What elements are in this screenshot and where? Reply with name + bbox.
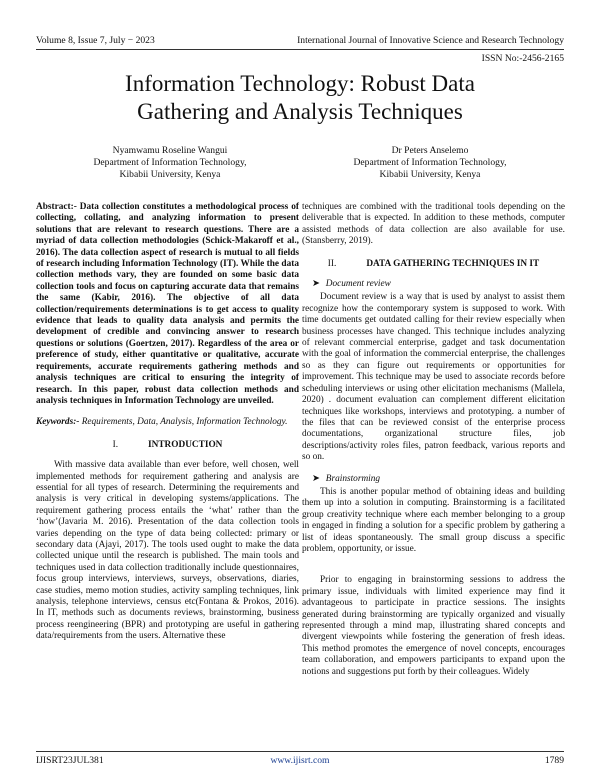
section-heading-intro <box>36 440 299 451</box>
section-number: I. <box>112 439 119 450</box>
subheading-brainstorming <box>312 474 565 485</box>
footer-url-link[interactable]: www.ijisrt.com <box>270 755 330 766</box>
document-review-paragraph: Document review is a way that is used by analyst to assist them recognize how the contemporary system is supposed to work. With time documents get outdated calling for their review especially when business processes have changed. This technique includes analyzing of relevant commercial enterprise, gadget and task documentation with the goal of information the commercial enterprise, the challenges so as they can figure out requirements or opportunities for improvement. This technique may be used to associate records before scheduling interviews or using other elicitation mechanisms (Mallela, 2020) . document evaluation can complement different elicitation techniques like workshops, interviews and prototyping. a number of the files that can be reviewed consist of the enterprise process documentations, organizational structure files, job descriptions/activity roles files, patron feedback, various reports and so on. <box>302 292 565 463</box>
keywords <box>36 417 299 428</box>
title-line-2: Gathering and Analysis Techniques <box>137 99 463 124</box>
author-dept: Department of Information Technology, <box>353 157 507 168</box>
author-block-2 <box>300 145 560 181</box>
header-volume: Volume 8, Issue 7, July − 2023 <box>36 35 155 46</box>
author-univ: Kibabii University, Kenya <box>119 169 221 180</box>
header-journal: International Journal of Innovative Science and Research Technology <box>297 35 564 46</box>
section-title: DATA GATHERING TECHNIQUES IN IT <box>366 258 540 269</box>
section-title: INTRODUCTION <box>148 439 223 450</box>
section-number: II. <box>327 258 337 269</box>
arrow-bullet-icon: ➤ <box>312 473 320 484</box>
footer-rule <box>36 751 564 752</box>
author-name: Nyamwamu Roseline Wangui <box>112 145 228 156</box>
author-dept: Department of Information Technology, <box>93 157 247 168</box>
intro-paragraph: With massive data available than ever before, well chosen, well implemented methods for requirement gathering and analysis are essential for all types of research. Determining the requirements and analysis is very critical in developing systems/applications. The requirement gathering process entails the ‘what’ rather than the ‘how’(Javaria M. 2016). Presentation of the data collection tools varies depending on the type of data being collected: primary or secondary data (Ajayi, 2017). The tools used ought to make the data collected unique until the research is published. The main tools and techniques used in data collection traditionally include questionnaires, focus group interviews, interviews, surveys, observations, diaries, case studies, memo motion studies, activity sampling techniques, link analysis, telephone interviews, census etc(Fontana & Prokos, 2016). In IT, methods such as documents reviews, brainstorming, business process reengineering (BPR) and prototyping are useful in gathering data/requirements from the users. Alternative these <box>36 460 299 642</box>
author-univ: Kibabii University, Kenya <box>379 169 481 180</box>
arrow-bullet-icon: ➤ <box>312 279 320 290</box>
section-heading-techniques <box>302 259 565 270</box>
title-line-1: Information Technology: Robust Data <box>125 71 475 96</box>
subheading-label: Brainstorming <box>325 473 381 484</box>
left-column <box>36 202 299 643</box>
brainstorming-paragraph-2: Prior to engaging in brainstorming sessions to address the primary issue, individuals with limited experience may find it advantageous to participate in practice sessions. The insights generated during brainstorming are typically organized and visually represented through a mind map, illustrating shared concepts and divergent viewpoints while fostering the generation of fresh ideas. This method promotes the emergence of novel concepts, encourages team collaboration, and empowers participants to expand upon the notions and suggestions put forth by their colleagues. Widely <box>302 575 565 677</box>
abstract: Abstract:- Data collection constitutes a methodological process of collecting, collating, and analyzing information to present solutions that are relevant to research questions. There are a myriad of data collection methodologies (Schick-Makaroff et al., 2016). The data collection aspect of research is mutual to all fields of research including Information Technology (IT). While the data collection methods vary, they are founded on some basic data collection tools and focus on capturing accurate data that remains the same (Kabir, 2016). The objective of all data collection/requirements determinations is to get access to quality evidence that leads to quality data analysis and permits the development of credible and convincing answer to research questions or solutions (Goertzen, 2017). Regardless of the area or preference of study, either quantitative or qualitative, accurate requirements, accurate requirements gathering methods and analysis techniques are critical to ensuring the integrity of research. In this paper, robust data collection methods and analysis techniques in Information Technology are unveiled. <box>36 202 299 406</box>
footer-code: IJISRT23JUL381 <box>36 755 104 766</box>
subheading-document-review <box>312 279 565 290</box>
author-name: Dr Peters Anselemo <box>391 145 469 156</box>
continued-paragraph: techniques are combined with the traditional tools depending on the deliverable that is expected. In addition to these methods, computer assisted methods of data collection are also available for use. (Stansberry, 2019). <box>302 202 565 247</box>
header-rule <box>36 49 564 50</box>
header-issn: ISSN No:-2456-2165 <box>481 53 564 64</box>
brainstorming-paragraph-1: This is another popular method of obtaining ideas and building them up into a solution in computing. Brainstorming is a facilitated group creativity technique where each member belonging to a group in engaged in finding a solution for a specific problem by gathering a list of ideas spontaneously. The small group discuss a specific problem, opportunity, or issue. <box>302 486 565 554</box>
right-column <box>302 202 565 678</box>
subheading-label: Document review <box>325 279 391 290</box>
keywords-text: Requirements, Data, Analysis, Information Technology. <box>79 417 288 428</box>
author-block-1 <box>40 145 300 181</box>
keywords-label: Keywords:- <box>36 417 80 428</box>
paper-title <box>40 70 560 126</box>
footer-page-number: 1789 <box>544 755 564 766</box>
